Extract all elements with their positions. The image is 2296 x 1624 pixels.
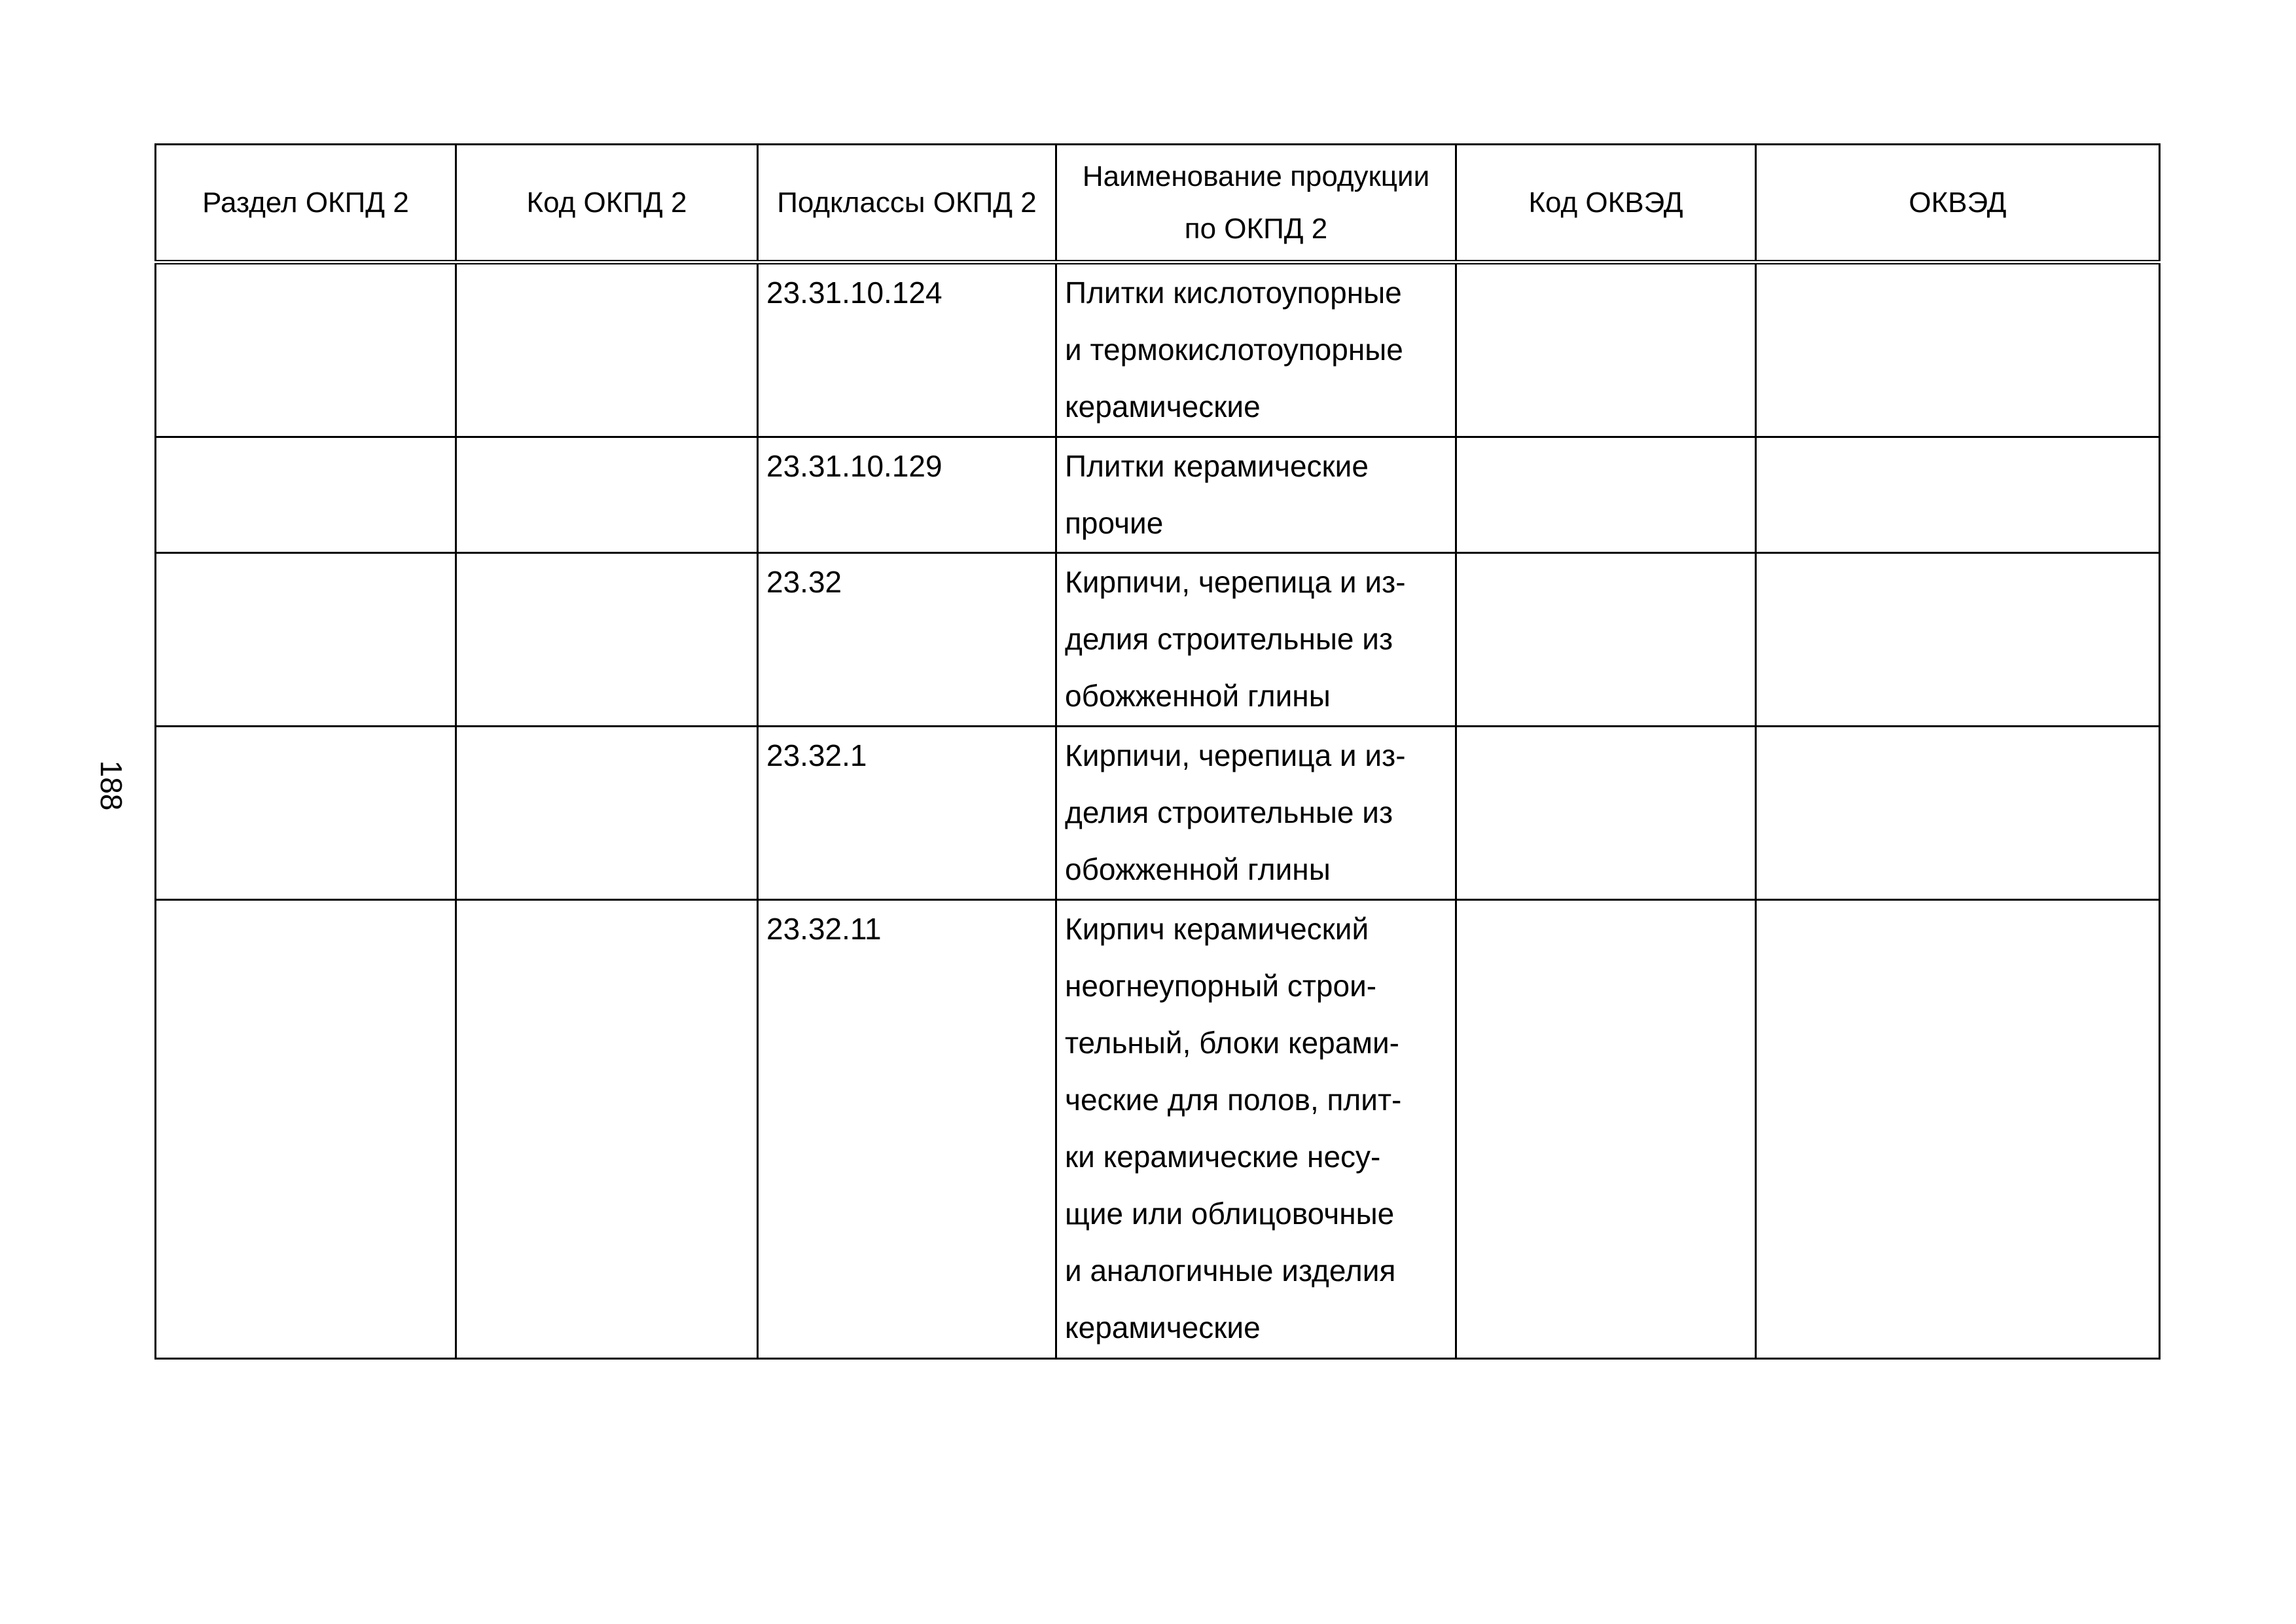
section-cell [156,900,456,1359]
subclass-cell: 23.31.10.129 [758,437,1056,553]
section-cell [156,553,456,727]
subclass-cell: 23.32.11 [758,900,1056,1359]
okpd-okved-table [154,143,2161,1360]
okved-cell [1756,262,2160,437]
subclass-cell: 23.31.10.124 [758,262,1056,437]
product-name-cell: Кирпичи, черепица и из- делия строительные из обожженной глины [1056,727,1456,900]
table-row [156,900,2160,1359]
header-code-okved: Код ОКВЭД [1456,145,1756,262]
header-product-name: Наименование продукции по ОКПД 2 [1056,145,1456,262]
table-row [156,727,2160,900]
section-cell [156,262,456,437]
section-cell [156,437,456,553]
code-cell [456,727,758,900]
code-cell [456,553,758,727]
code-cell [456,437,758,553]
okved-cell [1756,900,2160,1359]
subclass-cell: 23.32 [758,553,1056,727]
section-cell [156,727,456,900]
okved-code-cell [1456,262,1756,437]
header-section-okpd2: Раздел ОКПД 2 [156,145,456,262]
table-header-row [156,145,2160,262]
code-cell [456,900,758,1359]
table-row [156,262,2160,437]
subclass-cell: 23.32.1 [758,727,1056,900]
product-name-cell: Кирпичи, черепица и из- делия строительные из обожженной глины [1056,553,1456,727]
okved-code-cell [1456,900,1756,1359]
okved-cell [1756,727,2160,900]
okved-code-cell [1456,727,1756,900]
product-name-cell: Плитки кислотоупорные и термокислотоупорные керамические [1056,262,1456,437]
table-row [156,437,2160,553]
header-okved: ОКВЭД [1756,145,2160,262]
okved-cell [1756,437,2160,553]
header-code-okpd2: Код ОКПД 2 [456,145,758,262]
product-name-cell: Плитки керамические прочие [1056,437,1456,553]
page-number: 188 [94,760,128,811]
code-cell [456,262,758,437]
table-row [156,553,2160,727]
header-subclasses-okpd2: Подклассы ОКПД 2 [758,145,1056,262]
okved-code-cell [1456,437,1756,553]
okved-cell [1756,553,2160,727]
okved-code-cell [1456,553,1756,727]
product-name-cell: Кирпич керамический неогнеупорный строи- тельный, блоки керами- ческие для полов, плит- ки керамические несу- щие или облицовочные и аналогичные изделия керамические [1056,900,1456,1359]
